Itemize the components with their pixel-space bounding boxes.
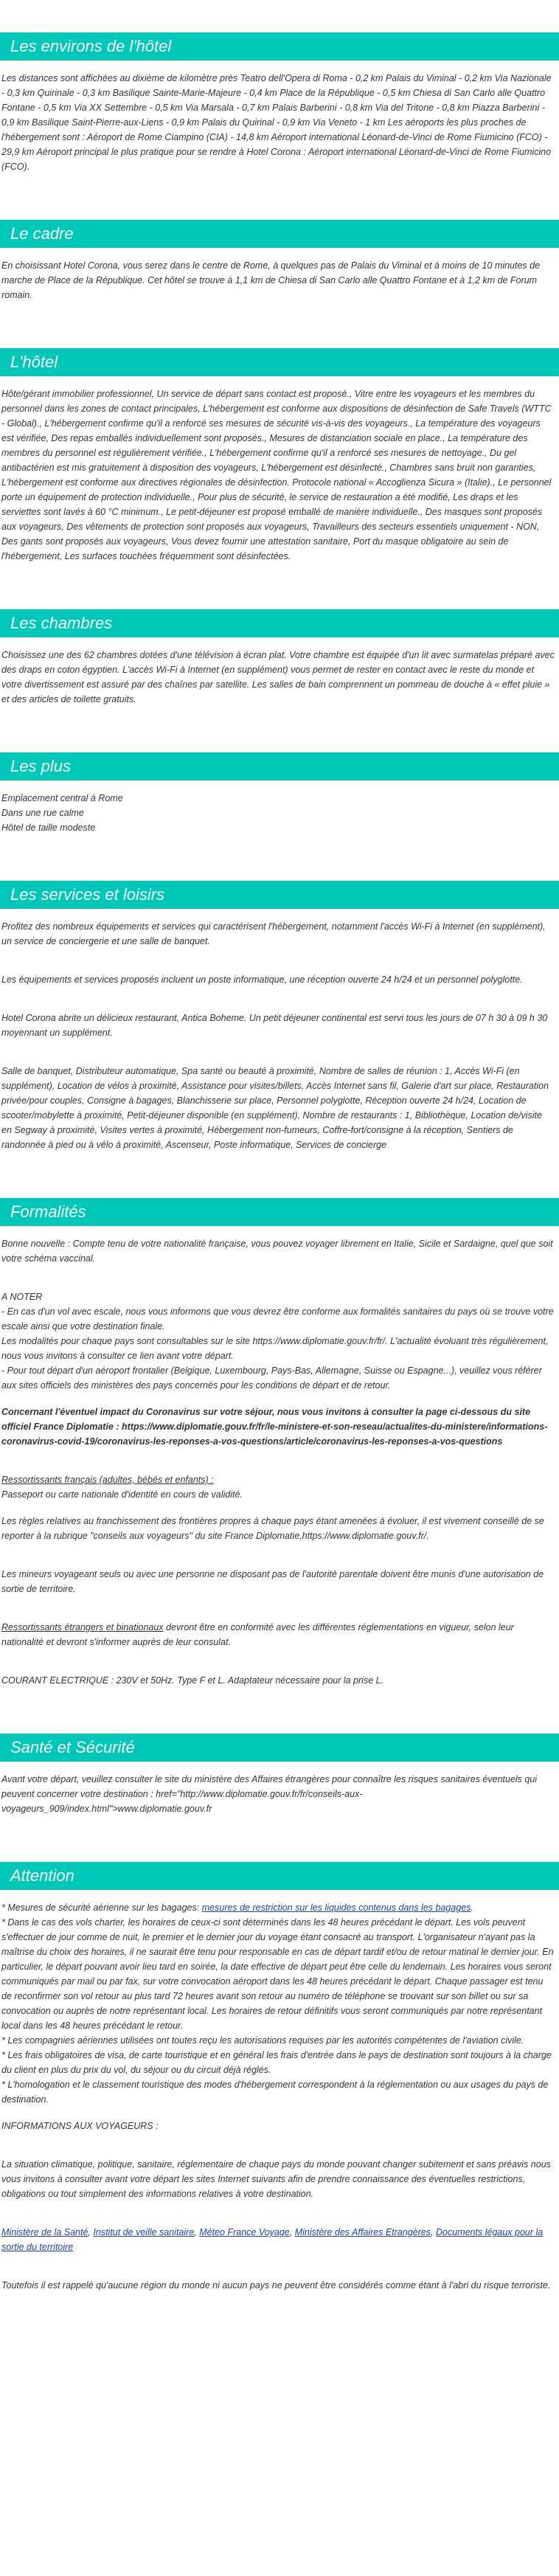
- formalites-intro: Bonne nouvelle : Compte tenu de votre nationalité française, vous pouvez voyager librement en Italie, Sicile et Sardaigne, quel que soit votre schéma vaccinal.: [1, 1239, 553, 1264]
- link-veille-sanitaire[interactable]: Institut de veille sanitaire: [93, 2227, 195, 2237]
- section-header: [0, 609, 559, 637]
- section-plus: [0, 752, 559, 835]
- section-header: [0, 32, 559, 60]
- section-header: [0, 1734, 559, 1762]
- homologation-text: * L'homologation et le classement touristique des modes d'hébergement correspondent à la réglementation ou aux usages du pays de destination.: [1, 2080, 549, 2105]
- note-line: Les modalités pour chaque pays sont consultables sur le site https://www.diplomatie.gouv.fr/fr/. L'actualité évoluant très régulièrement, nous vous invitons à consulter ce lien avant votre départ.: [1, 1336, 549, 1361]
- link-documents-legaux[interactable]: Documents légaux pour la sortie du territoire: [1, 2227, 544, 2252]
- section-environs: [0, 32, 559, 174]
- section-sante: [0, 1734, 559, 1816]
- section-title-attention: Attention: [10, 1866, 74, 1885]
- link-meteo-france[interactable]: Méteo France Voyage: [199, 2227, 290, 2237]
- section-cadre: [0, 220, 559, 302]
- note-line: - En cas d'un vol avec escale, nous vous informons que vous devrez être conforme aux formalités sanitaires du pays où se trouve votre escale ainsi que votre destination finale.: [1, 1306, 554, 1332]
- bagages-prefix: * Mesures de sécurité aérienne sur les bagages:: [1, 1902, 202, 1913]
- section-hotel: [0, 348, 559, 564]
- bagages-suffix: .: [471, 1902, 473, 1913]
- useful-links: Ministère de la Santé, Institut de veille sanitaire, Méteo France Voyage, Ministère des Affaires Etrangères, Documents légaux pour la sortie du territoire: [1, 2227, 544, 2252]
- section-title-cadre: Le cadre: [10, 224, 74, 243]
- section-header: [0, 752, 559, 780]
- note-line: - Pour tout départ d'un aéroport frontalier (Belgique, Luxembourg, Pays-Bas, Allemagne, Suisse ou Espagne...), veuillez vous référer aux sites officiels des ministères des pays concernés pour les conditions de départ et de retour.: [1, 1365, 542, 1391]
- res-etr-text: devront être en conformité avec les différentes réglementations en vigueur, selon leur nationalité et devront s'informer auprès de leur consulat.: [1, 1622, 514, 1647]
- section-title-hotel: L'hôtel: [10, 353, 58, 371]
- res-etr-paragraph: [1, 1620, 555, 1649]
- section-formalites: [0, 1198, 559, 1688]
- courant-text: COURANT ELECTRIQUE : 230V et 50Hz. Type F et L. Adaptateur nécessaire pour la prise L.: [1, 1675, 384, 1686]
- link-ministere-sante[interactable]: Ministère de la Santé: [1, 2227, 88, 2237]
- services-paragraph: Salle de banquet, Distributeur automatique, Spa santé ou beauté à proximité, Nombre de salles de réunion : 1, Accès Wi-Fi (en supplément), Location de vélos à proximité, Assistance pour visites/billets, Accès Internet sans fil, Galerie d'art sur place, Restauration privée/pour couples, Consigne à bagages, Blanchisserie sur place, Personnel polyglotte, Réception ouverte 24 h/24, Location de scooter/mobylette à proximité, Petit-déjeuner disponible (en supplément), Nombre de restaurants : 1, Bibliothèque, Location de/visite en Segway à proximité, Visites vertes à proximité, Hébergement non-fumeurs, Coffre-fort/consigne à la réception, Sentiers de randonnée à pied ou à vélo à proximité, Ascenseur, Poste informatique, Services de concierge: [1, 1066, 549, 1150]
- sante-text: Avant votre départ, veuillez consulter le site du ministère des Affaires étrangères pour connaître les risques sanitaires éventuels qui peuvent concerner votre destination : href="http://www.diplomatie.gouv.fr/fr/conseils-aux-voyageurs_909/index.html">www.diplomatie.gouv.fr: [1, 1774, 538, 1814]
- section-title-sante: Santé et Sécurité: [10, 1738, 135, 1756]
- chambres-text: Choisissez une des 62 chambres dotées d'une télévision à écran plat. Votre chambre est équipée d'un lit avec surmatelas préparé avec des draps en coton égyptien. L'accès Wi-Fi à Internet (en supplément) vous permet de rester en contact avec le reste du monde et votre divertissement est assuré par des chaînes par satellite. Les salles de bain comprennent un pommeau de douche à « effet pluie » et des articles de toilette gratuits.: [1, 650, 555, 704]
- section-header: [0, 1862, 559, 1890]
- info-title: INFORMATIONS AUX VOYAGEURS :: [1, 2121, 159, 2131]
- section-title-services: Les services et loisirs: [10, 885, 165, 904]
- section-header: [0, 881, 559, 909]
- list-item: Dans une rue calme: [1, 808, 84, 818]
- cadre-text: En choisissant Hotel Corona, vous serez dans le centre de Rome, à quelques pas de Palais du Viminal et à moins de 10 minutes de marche de Place de la République. Cet hôtel se trouve à 1,1 km de Chiesa di San Carlo alle Quattro Fontane et à 1,2 km de Forum romain.: [1, 260, 541, 300]
- services-paragraph: Les équipements et services proposés incluent un poste informatique, une réception ouverte 24 h/24 et un personnel polyglotte.: [1, 974, 523, 985]
- section-chambres: [0, 609, 559, 707]
- list-item: Emplacement central à Rome: [1, 793, 123, 803]
- compagnies-text: * Les compagnies aériennes utilisées ont toutes reçu les autorisations requises par les autorités compétentes de l'aviation civile.: [1, 2035, 524, 2046]
- res-fr-text: Passeport ou carte nationale d'identité en cours de validité.: [1, 1489, 243, 1500]
- section-title-plus: Les plus: [10, 757, 71, 775]
- frais-text: * Les frais obligatoires de visa, de carte touristique et en général les frais d'entrée dans le pays de destination sont toujours à la charge du client en plus du prix du vol, du séjour ou du circuit déjà réglés.: [1, 2050, 552, 2075]
- regles-text: Les règles relatives au franchissement des frontières propres à chaque pays étant amenées à évoluer, il est vivement conseillé de se reporter à la rubrique "conseils aux voyageurs" du site France Diplomatie,https://www.diplomatie.gouv.fr/.: [1, 1516, 544, 1541]
- formalites-note: [1, 1289, 555, 1393]
- coronavirus-notice-text: Concernant l'éventuel impact du Coronavirus sur votre séjour, nous vous invitons à consulter la page ci-dessous du site officiel France Diplomatie : https://www.diplomatie.gouv.fr/fr/le-ministere-et-son-reseau/actualites-du-ministere/informations-coronavirus-covid-19/coronavirus-les-reponses-a-vos-questions/article/coronavirus-les-reponses-a-vos-questions: [1, 1407, 548, 1447]
- section-services: [0, 881, 559, 1152]
- hotel-text: Hôte/gérant immobilier professionnel, Un service de départ sans contact est proposé., Vitre entre les voyageurs et les membres du personnel dans les zones de contact principales, L'hébergement est conforme aux dispositions de désinfection de Safe Travels (WTTC - Global)., L'hébergement confirme qu'il a renforcé ses mesures de sécurité vis-à-vis des voyageurs., La température des voyageurs est vérifiée, Des repas emballés individuellement sont proposés., Mesures de distanciation sociale en place., La température des membres du personnel est régulièrement vérifiée., L'hébergement confirme qu'il a renforcé ses mesures de nettoyage., Du gel antibactérien est mis gratuitement à disposition des voyageurs, L'hébergement est désinfecté., Chambres sans bruit non garanties, L'hébergement est conforme aux directives régionales de désinfection. Protocole national « Accoglienza Sicura » (Italie)., Le personnel porte un équipement de protection individuelle., Pour plus de sécurité, le service de restauration a été modifié, Les draps et les serviettes sont lavés à 60 °C minimum., Le petit-déjeuner est proposé emballé de manière individuelle., Des masques sont proposés aux voyageurs, Des vêtements de protection sont proposés aux voyageurs, Travailleurs des secteurs essentiels uniquement - NON, Des gants sont proposés aux voyageurs, Vous devez fournir une attestation sanitaire, Port du masque obligatoire au sein de l'hébergement, Les surfaces touchées fréquemment sont désinfectées.: [1, 389, 552, 561]
- final-text: Toutefois il est rappelé qu'aucune région du monde ni aucun pays ne peuvent être considérés comme étant à l'abri du risque terroriste.: [1, 2280, 551, 2291]
- environs-text: Les distances sont affichées au dixième de kilomètre près Teatro dell'Opera di Roma - 0,2 km Palais du Viminal - 0,2 km Via Nazionale - 0,3 km Quirinale - 0,3 km Basilique Sainte-Marie-Majeure - 0,4 km Place de la République - 0,5 km Chiesa di San Carlo alle Quattro Fontane - 0,5 km Via XX Settembre - 0,5 km Via Marsala - 0,7 km Palais Barberini - 0,8 km Via del Tritone - 0,8 km Piazza Barberini - 0,9 km Basilique Saint-Pierre-aux-Liens - 0,9 km Palais du Quirinal - 0,9 km Via Veneto - 1 km Les aéroports les plus proches de l'hébergement sont : Aéroport de Rome Ciampino (CIA) - 14,8 km Aéroport international Léonard-de-Vinci de Rome Fiumicino (FCO) - 29,9 km Aéroport principal le plus pratique pour se rendre à Hotel Corona : Aéroport international Léonard-de-Vinci de Rome Fiumicino (FCO).: [1, 73, 552, 172]
- section-header: [0, 348, 559, 376]
- vols-text: * Dans le cas des vols charter, les horaires de ceux-ci sont déterminés dans les 48 heures précédant le départ. Les vols peuvent s'effectuer de jour comme de nuit, le premier et le dernier jour du voyage étant consacré au transport. L'organisateur n'ayant pas la maîtrise du choix des horaires, il ne saurait être tenu pour responsable en cas de départ tardif et/ou de retour matinal le dernier jour. En particulier, le départ pouvant avoir lieu tard en soirée, la date effective de départ peut être celle du lendemain. Les horaires vous seront communiqués par mail ou par fax, sur votre convocation aéroport dans les 48 heures précédant le départ. Chaque passager est tenu de reconfirmer son vol retour au plus tard 72 heures avant son retour au numéro de téléphone se trouvant sur son billet ou sur sa convocation ou auprès de notre représentant local. Les horaires de retour définitifs vous seront communiqués par notre représentant local dans les 48 heures précédant le retour.: [1, 1917, 554, 2031]
- bagages-line: [1, 1900, 555, 1915]
- note-title: A NOTER: [1, 1292, 43, 1302]
- link-affaires-etrangeres[interactable]: Ministère des Affaires Etrangères: [294, 2227, 431, 2237]
- coronavirus-notice: [1, 1405, 555, 1449]
- section-title-chambres: Les chambres: [10, 614, 113, 632]
- info-text: La situation climatique, politique, sanitaire, réglementaire de chaque pays du monde pouvant changer subitement et sans préavis nous vous invitons à consulter avant votre départ les sites Internet suivants afin de prendre connaissance des éventuelles restrictions, obligations ou tout simplement des informations relatives à votre destination.: [1, 2159, 551, 2199]
- services-paragraph: Hotel Corona abrite un délicieux restaurant, Antica Boheme. Un petit déjeuner continental est servi tous les jours de 07 h 30 à 09 h 30 moyennant un supplément.: [1, 1013, 548, 1038]
- mineurs-text: Les mineurs voyageant seuls ou avec une personne ne disposant pas de l'autorité parentale doivent être munis d'une autorisation de sortie de territoire.: [1, 1569, 544, 1594]
- section-title-formalites: Formalités: [10, 1202, 86, 1221]
- res-etr-title: Ressortissants étrangers et binationaux: [1, 1622, 164, 1632]
- section-title-environs: Les environs de l'hôtel: [10, 37, 172, 55]
- section-attention: [0, 1862, 559, 2293]
- bagages-link[interactable]: mesures de restriction sur les liquides contenus dans les bagages: [201, 1902, 471, 1913]
- res-fr-title: Ressortissants français (adultes, bébés et enfants) :: [1, 1475, 214, 1485]
- services-paragraph: Profitez des nombreux équipements et services qui caractérisent l'hébergement, notamment l'accès Wi-Fi à Internet (en supplément), un service de conciergerie et une salle de banquet.: [1, 921, 546, 946]
- section-header: [0, 220, 559, 248]
- section-header: [0, 1198, 559, 1226]
- list-item: Hôtel de taille modeste: [1, 823, 96, 833]
